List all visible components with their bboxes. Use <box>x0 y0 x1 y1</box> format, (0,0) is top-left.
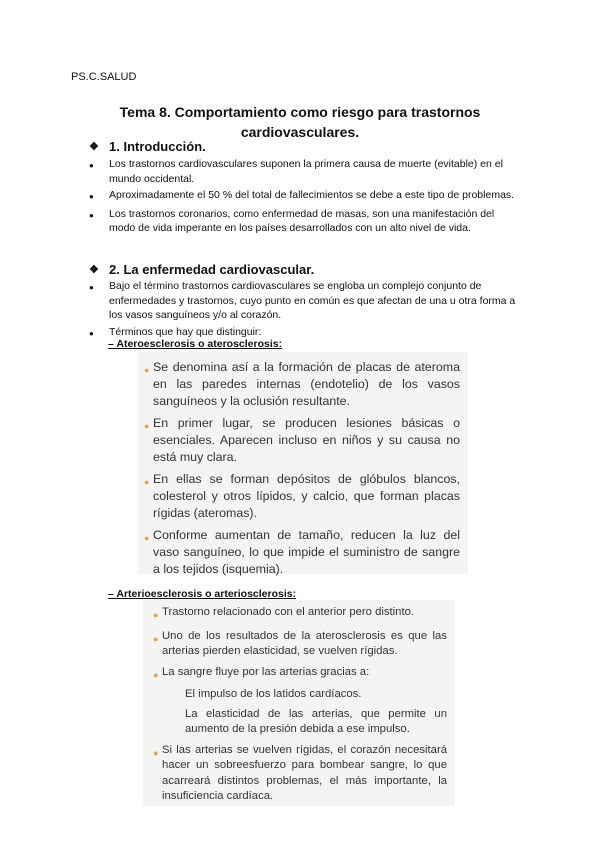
term-label-atherosclerosis: – Ateroesclerosis o aterosclerosis: <box>108 338 283 350</box>
bullet-icon: ● <box>144 477 150 487</box>
intro-bullet-list <box>89 157 521 238</box>
bullet-icon: ● <box>89 328 94 338</box>
sub-item: La elasticidad de las arterias, que permite un aumento de la presión debida a ese impulso. <box>185 707 447 735</box>
document-title <box>0 102 600 142</box>
list-item: ● La sangre fluye por las arterias gracias a: <box>153 665 447 684</box>
bullet-icon: ● <box>89 192 94 201</box>
bullet-icon: ● <box>89 161 94 170</box>
section-heading-text: 1. Introducción. <box>109 139 206 154</box>
list-item: ● Si las arterias se vuelven rígidas, el corazón necesitará hacer un sobreesfuerzo para bombear sangre, lo que acarreará distintos problemas, el más importante, la insuficiencia cardíaca. <box>153 743 447 805</box>
list-item: ● Conforme aumentan de tamaño, reducen la luz del vaso sanguíneo, lo que impide el suministro de sangre a los tejidos (isquemia). <box>144 528 460 576</box>
bullet-icon: ● <box>144 365 150 375</box>
list-item: ● Trastorno relacionado con el anterior pero distinto. <box>153 605 447 624</box>
title-line-2: cardiovasculares. <box>240 124 360 140</box>
bullet-icon: ● <box>153 747 159 758</box>
bullet-icon: ● <box>153 669 159 680</box>
list-item: ● Los trastornos coronarios, como enfermedad de masas, son una manifestación del modo de vida imperante en los países desarrollados con un alto nivel de vida. <box>89 207 495 234</box>
bullet-icon: ● <box>89 283 94 292</box>
list-item: ● Bajo el término trastornos cardiovasculares se engloba un complejo conjunto de enfermedades y trastornos, cuyo punto en común es que afectan de una u otra forma a los vasos sanguíneos y/o al corazón. <box>89 280 516 321</box>
bullet-icon: ● <box>144 533 150 543</box>
diamond-bullet-icon: ❖ <box>89 264 99 276</box>
sub-item: El impulso de los latidos cardíacos. <box>185 688 362 700</box>
list-item: ● Uno de los resultados de la aterosclerosis es que las arterias pierden elasticidad, se vuelven rígidas. <box>153 629 447 660</box>
list-item: ● En ellas se forman depósitos de glóbulos blancos, colesterol y otros lípidos, y calcio, que forman placas rígidas (ateromas). <box>144 472 460 520</box>
section-heading-text: 2. La enfermedad cardiovascular. <box>109 262 315 277</box>
list-item: ● Se denomina así a la formación de placas de ateroma en las paredes internas (endotelio) de los vasos sanguíneos y la oclusión resultante. <box>144 360 460 408</box>
section-heading-intro <box>89 139 206 154</box>
term-label-arteriosclerosis: – Arterioesclerosis o arteriosclerosis: <box>108 588 297 600</box>
title-line-1: Tema 8. Comportamiento como riesgo para trastornos <box>119 104 481 120</box>
page-header: PS.C.SALUD <box>71 71 137 83</box>
list-item: ● En primer lugar, se producen lesiones básicas o esenciales. Aparecen incluso en niños y su causa no está muy clara. <box>144 416 460 464</box>
diamond-bullet-icon: ❖ <box>89 141 99 153</box>
bullet-icon: ● <box>153 610 159 620</box>
list-item: ● Los trastornos cardiovasculares suponen la primera causa de muerte (evitable) en el mundo occidental. <box>89 158 503 185</box>
bullet-icon: ● <box>89 210 94 220</box>
list-item: ● Aproximadamente el 50 % del total de fallecimientos se debe a este tipo de problemas. <box>89 188 521 205</box>
bullet-icon: ● <box>144 421 150 431</box>
bullet-icon: ● <box>153 633 159 644</box>
list-item: ● Términos que hay que distinguir: <box>89 325 521 342</box>
arteriosclerosis-slide <box>143 600 455 806</box>
cardiovascular-bullet-list <box>89 279 521 341</box>
section-heading-cardiovascular <box>89 262 314 277</box>
atherosclerosis-slide <box>138 352 468 574</box>
